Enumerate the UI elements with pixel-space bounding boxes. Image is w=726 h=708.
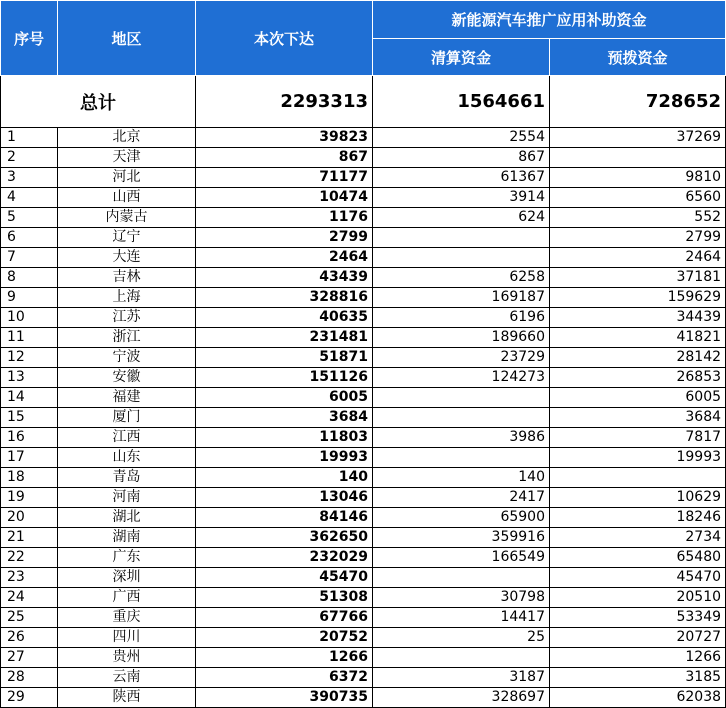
header-region: 地区 <box>58 1 196 76</box>
table-row <box>1 568 726 588</box>
row-region: 湖南 <box>58 528 196 548</box>
row-advance: 3185 <box>550 668 726 688</box>
row-clearing: 189660 <box>373 328 550 348</box>
row-clearing: 3187 <box>373 668 550 688</box>
row-index: 28 <box>1 668 58 688</box>
row-index: 12 <box>1 348 58 368</box>
row-total: 232029 <box>196 548 373 568</box>
row-clearing: 169187 <box>373 288 550 308</box>
row-total: 1266 <box>196 648 373 668</box>
row-region: 深圳 <box>58 568 196 588</box>
table-row <box>1 368 726 388</box>
row-region: 重庆 <box>58 608 196 628</box>
row-total: 40635 <box>196 308 373 328</box>
table-row <box>1 548 726 568</box>
table-row <box>1 648 726 668</box>
row-region: 江苏 <box>58 308 196 328</box>
table-body <box>1 128 726 708</box>
row-total: 51308 <box>196 588 373 608</box>
row-total: 11803 <box>196 428 373 448</box>
row-total: 3684 <box>196 408 373 428</box>
row-total: 13046 <box>196 488 373 508</box>
row-clearing: 23729 <box>373 348 550 368</box>
row-advance: 37181 <box>550 268 726 288</box>
row-advance: 62038 <box>550 688 726 708</box>
table-row <box>1 188 726 208</box>
row-region: 内蒙古 <box>58 208 196 228</box>
row-advance: 45470 <box>550 568 726 588</box>
row-advance: 41821 <box>550 328 726 348</box>
row-total: 71177 <box>196 168 373 188</box>
table-row <box>1 668 726 688</box>
table-row <box>1 308 726 328</box>
row-total: 2464 <box>196 248 373 268</box>
table-row <box>1 288 726 308</box>
row-clearing: 25 <box>373 628 550 648</box>
row-index: 18 <box>1 468 58 488</box>
row-advance: 2734 <box>550 528 726 548</box>
row-total: 67766 <box>196 608 373 628</box>
row-advance <box>550 468 726 488</box>
table-row <box>1 388 726 408</box>
row-total: 51871 <box>196 348 373 368</box>
row-clearing <box>373 448 550 468</box>
row-total: 151126 <box>196 368 373 388</box>
table-row <box>1 448 726 468</box>
row-advance <box>550 148 726 168</box>
row-region: 河北 <box>58 168 196 188</box>
total-amount: 2293313 <box>196 76 373 128</box>
row-index: 25 <box>1 608 58 628</box>
row-total: 362650 <box>196 528 373 548</box>
row-total: 2799 <box>196 228 373 248</box>
row-region: 湖北 <box>58 508 196 528</box>
table-row <box>1 428 726 448</box>
row-advance: 19993 <box>550 448 726 468</box>
row-clearing <box>373 648 550 668</box>
row-index: 10 <box>1 308 58 328</box>
row-region: 福建 <box>58 388 196 408</box>
row-total: 6005 <box>196 388 373 408</box>
table-row <box>1 588 726 608</box>
table-row <box>1 168 726 188</box>
row-region: 厦门 <box>58 408 196 428</box>
table-row <box>1 468 726 488</box>
row-region: 上海 <box>58 288 196 308</box>
row-clearing: 3914 <box>373 188 550 208</box>
row-index: 26 <box>1 628 58 648</box>
row-region: 吉林 <box>58 268 196 288</box>
row-region: 辽宁 <box>58 228 196 248</box>
row-total: 1176 <box>196 208 373 228</box>
row-advance: 18246 <box>550 508 726 528</box>
row-index: 3 <box>1 168 58 188</box>
table-row <box>1 268 726 288</box>
row-index: 17 <box>1 448 58 468</box>
row-region: 江西 <box>58 428 196 448</box>
row-total: 20752 <box>196 628 373 648</box>
row-region: 贵州 <box>58 648 196 668</box>
row-total: 140 <box>196 468 373 488</box>
row-region: 河南 <box>58 488 196 508</box>
row-total: 6372 <box>196 668 373 688</box>
row-region: 山西 <box>58 188 196 208</box>
table-row <box>1 628 726 648</box>
row-clearing: 6196 <box>373 308 550 328</box>
row-advance: 53349 <box>550 608 726 628</box>
row-index: 15 <box>1 408 58 428</box>
row-region: 宁波 <box>58 348 196 368</box>
table-row <box>1 228 726 248</box>
row-clearing: 2417 <box>373 488 550 508</box>
table-row <box>1 128 726 148</box>
row-region: 四川 <box>58 628 196 648</box>
row-index: 4 <box>1 188 58 208</box>
row-clearing: 359916 <box>373 528 550 548</box>
row-advance: 20510 <box>550 588 726 608</box>
row-clearing: 14417 <box>373 608 550 628</box>
row-total: 328816 <box>196 288 373 308</box>
row-total: 10474 <box>196 188 373 208</box>
header-advance: 预拨资金 <box>550 39 726 76</box>
total-label: 总计 <box>1 76 196 128</box>
table-row <box>1 348 726 368</box>
row-total: 19993 <box>196 448 373 468</box>
row-index: 14 <box>1 388 58 408</box>
row-clearing: 328697 <box>373 688 550 708</box>
row-advance: 37269 <box>550 128 726 148</box>
row-advance: 6560 <box>550 188 726 208</box>
row-index: 7 <box>1 248 58 268</box>
row-advance: 1266 <box>550 648 726 668</box>
row-advance: 6005 <box>550 388 726 408</box>
row-total: 84146 <box>196 508 373 528</box>
row-advance: 9810 <box>550 168 726 188</box>
total-advance: 728652 <box>550 76 726 128</box>
row-index: 6 <box>1 228 58 248</box>
row-total: 390735 <box>196 688 373 708</box>
row-clearing <box>373 388 550 408</box>
row-total: 39823 <box>196 128 373 148</box>
table-row <box>1 488 726 508</box>
table-row <box>1 528 726 548</box>
row-advance: 28142 <box>550 348 726 368</box>
row-advance: 2464 <box>550 248 726 268</box>
row-index: 20 <box>1 508 58 528</box>
row-clearing <box>373 228 550 248</box>
row-region: 大连 <box>58 248 196 268</box>
row-total: 43439 <box>196 268 373 288</box>
row-index: 24 <box>1 588 58 608</box>
row-clearing: 166549 <box>373 548 550 568</box>
total-row <box>1 76 726 128</box>
table-row <box>1 208 726 228</box>
row-clearing: 140 <box>373 468 550 488</box>
row-region: 云南 <box>58 668 196 688</box>
row-clearing: 124273 <box>373 368 550 388</box>
table-row <box>1 328 726 348</box>
row-clearing: 3986 <box>373 428 550 448</box>
row-region: 浙江 <box>58 328 196 348</box>
row-advance: 2799 <box>550 228 726 248</box>
total-clearing: 1564661 <box>373 76 550 128</box>
row-advance: 552 <box>550 208 726 228</box>
table-row <box>1 688 726 708</box>
row-advance: 20727 <box>550 628 726 648</box>
row-advance: 26853 <box>550 368 726 388</box>
table-header <box>1 1 726 76</box>
row-index: 2 <box>1 148 58 168</box>
row-region: 安徽 <box>58 368 196 388</box>
table-row <box>1 248 726 268</box>
row-region: 广东 <box>58 548 196 568</box>
row-clearing <box>373 248 550 268</box>
row-region: 广西 <box>58 588 196 608</box>
table-row <box>1 508 726 528</box>
row-index: 19 <box>1 488 58 508</box>
row-clearing: 624 <box>373 208 550 228</box>
row-clearing <box>373 408 550 428</box>
row-index: 29 <box>1 688 58 708</box>
row-index: 1 <box>1 128 58 148</box>
table-row <box>1 608 726 628</box>
row-advance: 10629 <box>550 488 726 508</box>
row-clearing: 61367 <box>373 168 550 188</box>
row-total: 867 <box>196 148 373 168</box>
header-index: 序号 <box>1 1 58 76</box>
row-index: 21 <box>1 528 58 548</box>
row-index: 5 <box>1 208 58 228</box>
row-index: 22 <box>1 548 58 568</box>
row-index: 16 <box>1 428 58 448</box>
row-index: 27 <box>1 648 58 668</box>
row-advance: 159629 <box>550 288 726 308</box>
row-total: 231481 <box>196 328 373 348</box>
row-region: 山东 <box>58 448 196 468</box>
header-subsidy-group: 新能源汽车推广应用补助资金 <box>373 1 726 39</box>
row-index: 9 <box>1 288 58 308</box>
row-region: 陕西 <box>58 688 196 708</box>
header-clearing: 清算资金 <box>373 39 550 76</box>
row-index: 11 <box>1 328 58 348</box>
row-total: 45470 <box>196 568 373 588</box>
row-advance: 7817 <box>550 428 726 448</box>
row-advance: 3684 <box>550 408 726 428</box>
row-index: 8 <box>1 268 58 288</box>
header-total: 本次下达 <box>196 1 373 76</box>
row-index: 23 <box>1 568 58 588</box>
table-row <box>1 148 726 168</box>
table-row <box>1 408 726 428</box>
row-clearing: 6258 <box>373 268 550 288</box>
row-index: 13 <box>1 368 58 388</box>
row-advance: 65480 <box>550 548 726 568</box>
row-clearing: 65900 <box>373 508 550 528</box>
row-clearing: 2554 <box>373 128 550 148</box>
row-region: 天津 <box>58 148 196 168</box>
row-region: 青岛 <box>58 468 196 488</box>
row-region: 北京 <box>58 128 196 148</box>
row-clearing <box>373 568 550 588</box>
row-clearing: 30798 <box>373 588 550 608</box>
row-clearing: 867 <box>373 148 550 168</box>
row-advance: 34439 <box>550 308 726 328</box>
